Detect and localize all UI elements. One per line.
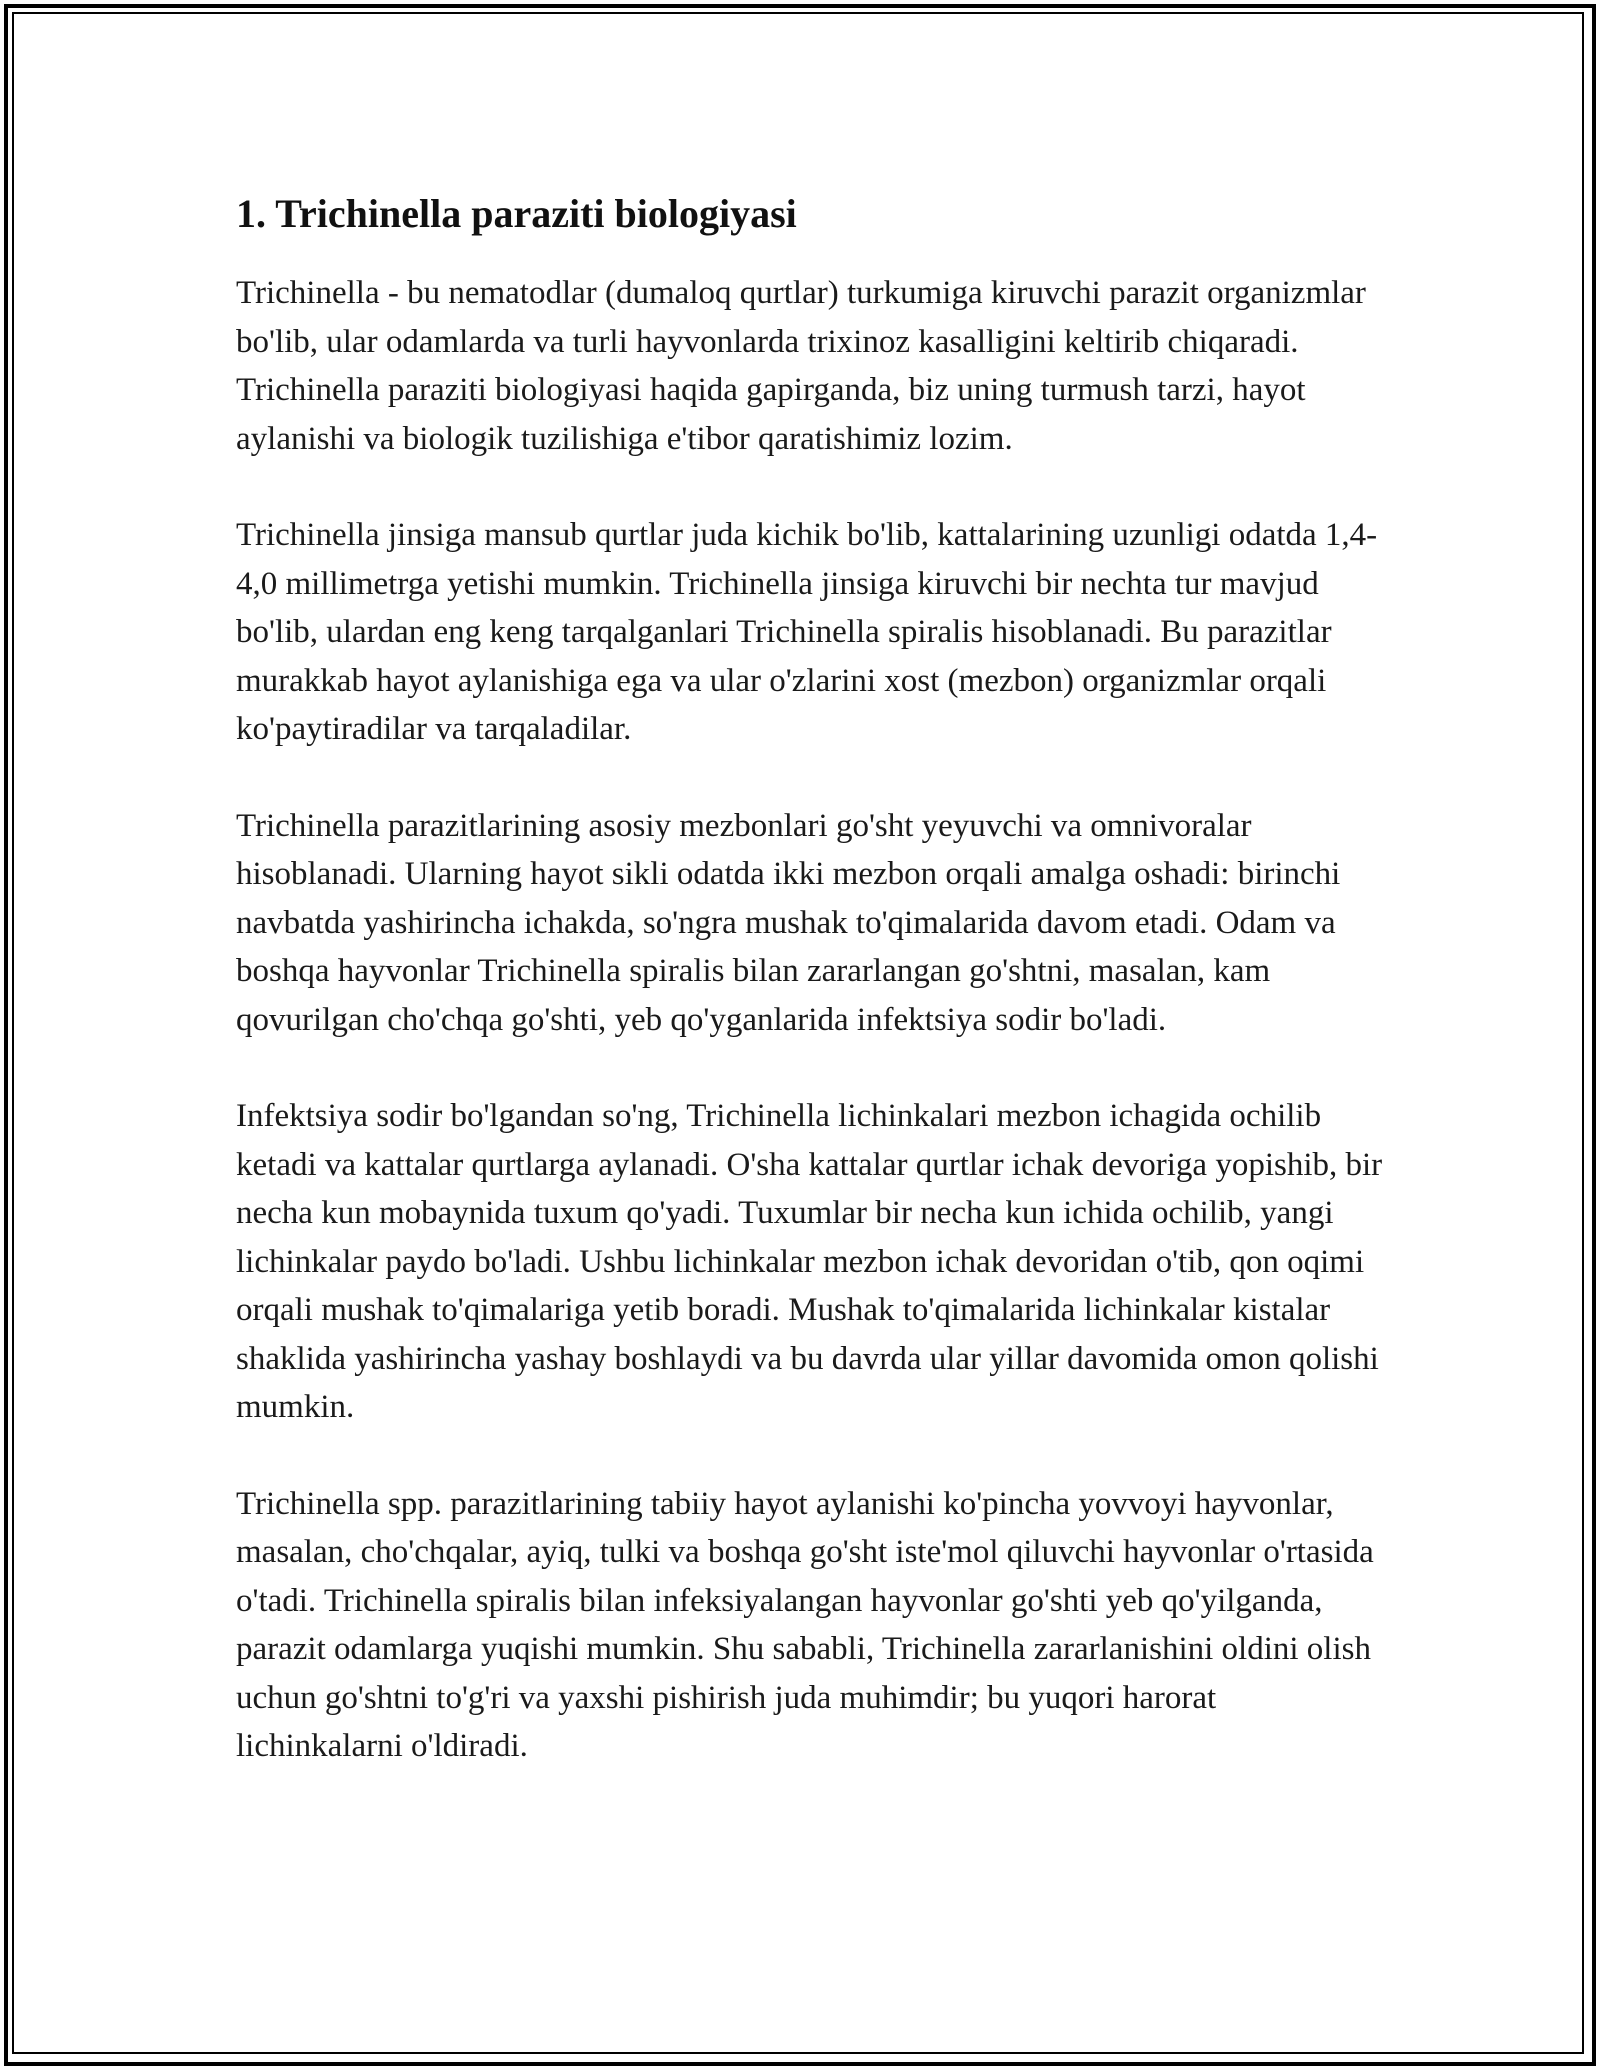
paragraph: Trichinella parazitlarining asosiy mezbonlari go'sht yeyuvchi va omnivoralar hisoblanadi. Ularning hayot sikli odatda ikki mezbon orqali amalga oshadi: birinchi navbatda yashirincha ichakda, so'ngra mushak to'qimalarida davom etadi. Odam va boshqa hayvonlar Trichinella spiralis bilan zararlangan go'shtni, masalan, kam qovurilgan cho'chqa go'shti, yeb qo'yganlarida infektsiya sodir bo'ladi. xyxy=(236,807,1341,1038)
paragraph: Infektsiya sodir bo'lgandan so'ng, Trichinella lichinkalari mezbon ichagida ochilib ketadi va kattalar qurtlarga aylanadi. O'sha kattalar qurtlar ichak devoriga yopishib, bir necha kun mobaynida tuxum qo'yadi. Tuxumlar bir necha kun ichida ochilib, yangi lichinkalar paydo bo'ladi. Ushbu lichinkalar mezbon ichak devoridan o'tib, qon oqimi orqali mushak to'qimalariga yetib boradi. Mushak to'qimalarida lichinkalar kistalar shaklida yashirincha yashay boshlaydi va bu davrda ular yillar davomida omon qolishi mumkin. xyxy=(236,1098,1383,1425)
paragraph: Trichinella spp. parazitlarining tabiiy hayot aylanishi ko'pincha yovvoyi hayvonlar, masalan, cho'chqalar, ayiq, tulki va boshqa go'sht iste'mol qiluvchi hayvonlar o'rtasida o'tadi. Trichinella spiralis bilan infeksiyalangan hayvonlar go'shti yeb qo'yilganda, parazit odamlarga yuqishi mumkin. Shu sababli, Trichinella zararlanishini oldini olish uchun go'shtni to'g'ri va yaxshi pishirish juda muhimdir; bu yuqori harorat lichinkalarni o'ldiradi. xyxy=(236,1485,1374,1764)
paragraph: Trichinella jinsiga mansub qurtlar juda kichik bo'lib, kattalarining uzunligi odatda 1,4-4,0 millimetrga yetishi mumkin. Trichinella jinsiga kiruvchi bir nechta tur mavjud bo'lib, ulardan eng keng tarqalganlari Trichinella spiralis hisoblanadi. Bu parazitlar murakkab hayot aylanishiga ega va ular o'zlarini xost (mezbon) organizmlar orqali ko'paytiradilar va tarqaladilar. xyxy=(236,517,1378,747)
paragraph: Trichinella - bu nematodlar (dumaloq qurtlar) turkumiga kiruvchi parazit organizmlar bo'lib, ular odamlarda va turli hayvonlarda trixinoz kasalligini keltirib chiqaradi. Trichinella paraziti biologiyasi haqida gapirganda, biz uning turmush tarzi, hayot aylanishi va biologik tuzilishiga e'tibor qaratishimiz lozim. xyxy=(236,275,1366,457)
section-title: 1. Trichinella paraziti biologiyasi xyxy=(236,191,797,236)
document-body xyxy=(236,184,1386,1819)
